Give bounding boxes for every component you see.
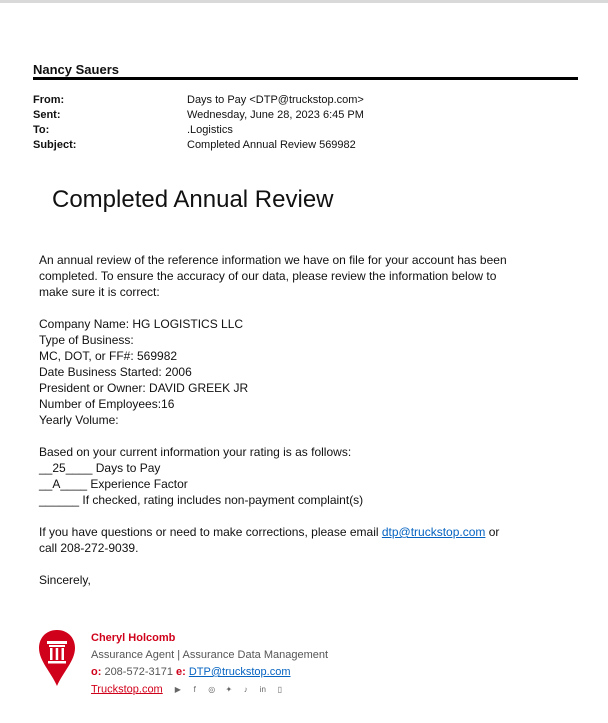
header-value: Days to Pay <DTP@truckstop.com> [187,94,364,106]
header-subject [33,138,364,153]
contact-suffix: or call 208-272-9039. [39,525,500,555]
signature-name: Cheryl Holcomb [91,632,176,644]
detail-mc-number: MC, DOT, or FF#: 569982 [39,349,178,363]
detail-business-type: Type of Business: [39,333,134,347]
detail-yearly-volume: Yearly Volume: [39,413,119,427]
header-label: Sent: [33,109,61,121]
rating-complaints: ______ If checked, rating includes non-payment complaint(s) [39,493,364,507]
header-value: Wednesday, June 28, 2023 6:45 PM [187,109,364,121]
phone-label: o: [91,666,102,678]
signature-email-link[interactable]: DTP@truckstop.com [188,666,291,678]
detail-company: Company Name: HG LOGISTICS LLC [39,317,244,331]
header-value: .Logistics [187,124,233,136]
header-to [33,123,364,138]
email-label: e: [176,666,186,678]
contact-email-link[interactable]: dtp@truckstop.com [381,525,486,539]
header-value: Completed Annual Review 569982 [187,139,356,151]
rating-days-to-pay: __25____ Days to Pay [39,461,161,475]
header-sent [33,108,364,123]
twitter-icon[interactable]: ✦ [225,685,233,694]
website-link[interactable]: Truckstop.com [91,683,163,696]
social-icons [174,681,284,698]
rating-experience: __A____ Experience Factor [39,477,188,491]
email-body [39,252,509,588]
facebook-icon[interactable]: f [193,685,196,694]
top-border [0,0,608,3]
intro-paragraph: An annual review of the reference information we have on file for your account has been completed. To ensure the accuracy of our data, please review the information below to make sure it is correct: [39,253,507,299]
signature-role: Assurance Agent | Assurance Data Management [91,649,329,661]
sender-name: Nancy Sauers [33,62,119,77]
header-label: From: [33,94,65,106]
phone-number: 208-572-3171 [101,666,177,678]
linkedin-icon[interactable]: in [259,685,266,694]
contact-paragraph [39,524,509,556]
header-divider [33,77,578,80]
header-from [33,93,364,108]
detail-employees: Number of Employees:16 [39,397,175,411]
tiktok-icon[interactable]: ♪ [243,685,248,694]
signature-contact [91,664,328,681]
signature-links [91,681,328,698]
signature-block [91,630,328,698]
email-title: Completed Annual Review [52,186,334,213]
header-label: To: [33,124,50,136]
email-headers [33,93,364,153]
header-label: Subject: [33,139,77,151]
contact-prefix: If you have questions or need to make corrections, please email [39,525,382,539]
youtube-icon[interactable]: ▶ [174,685,181,694]
rating-intro: Based on your current information your rating is as follows: [39,445,352,459]
truckstop-logo-icon [37,628,77,688]
phone-icon[interactable]: ▯ [277,685,282,694]
detail-date-started: Date Business Started: 2006 [39,365,192,379]
detail-owner: President or Owner: DAVID GREEK JR [39,381,249,395]
closing: Sincerely, [39,573,91,587]
instagram-icon[interactable]: ◎ [208,685,216,694]
